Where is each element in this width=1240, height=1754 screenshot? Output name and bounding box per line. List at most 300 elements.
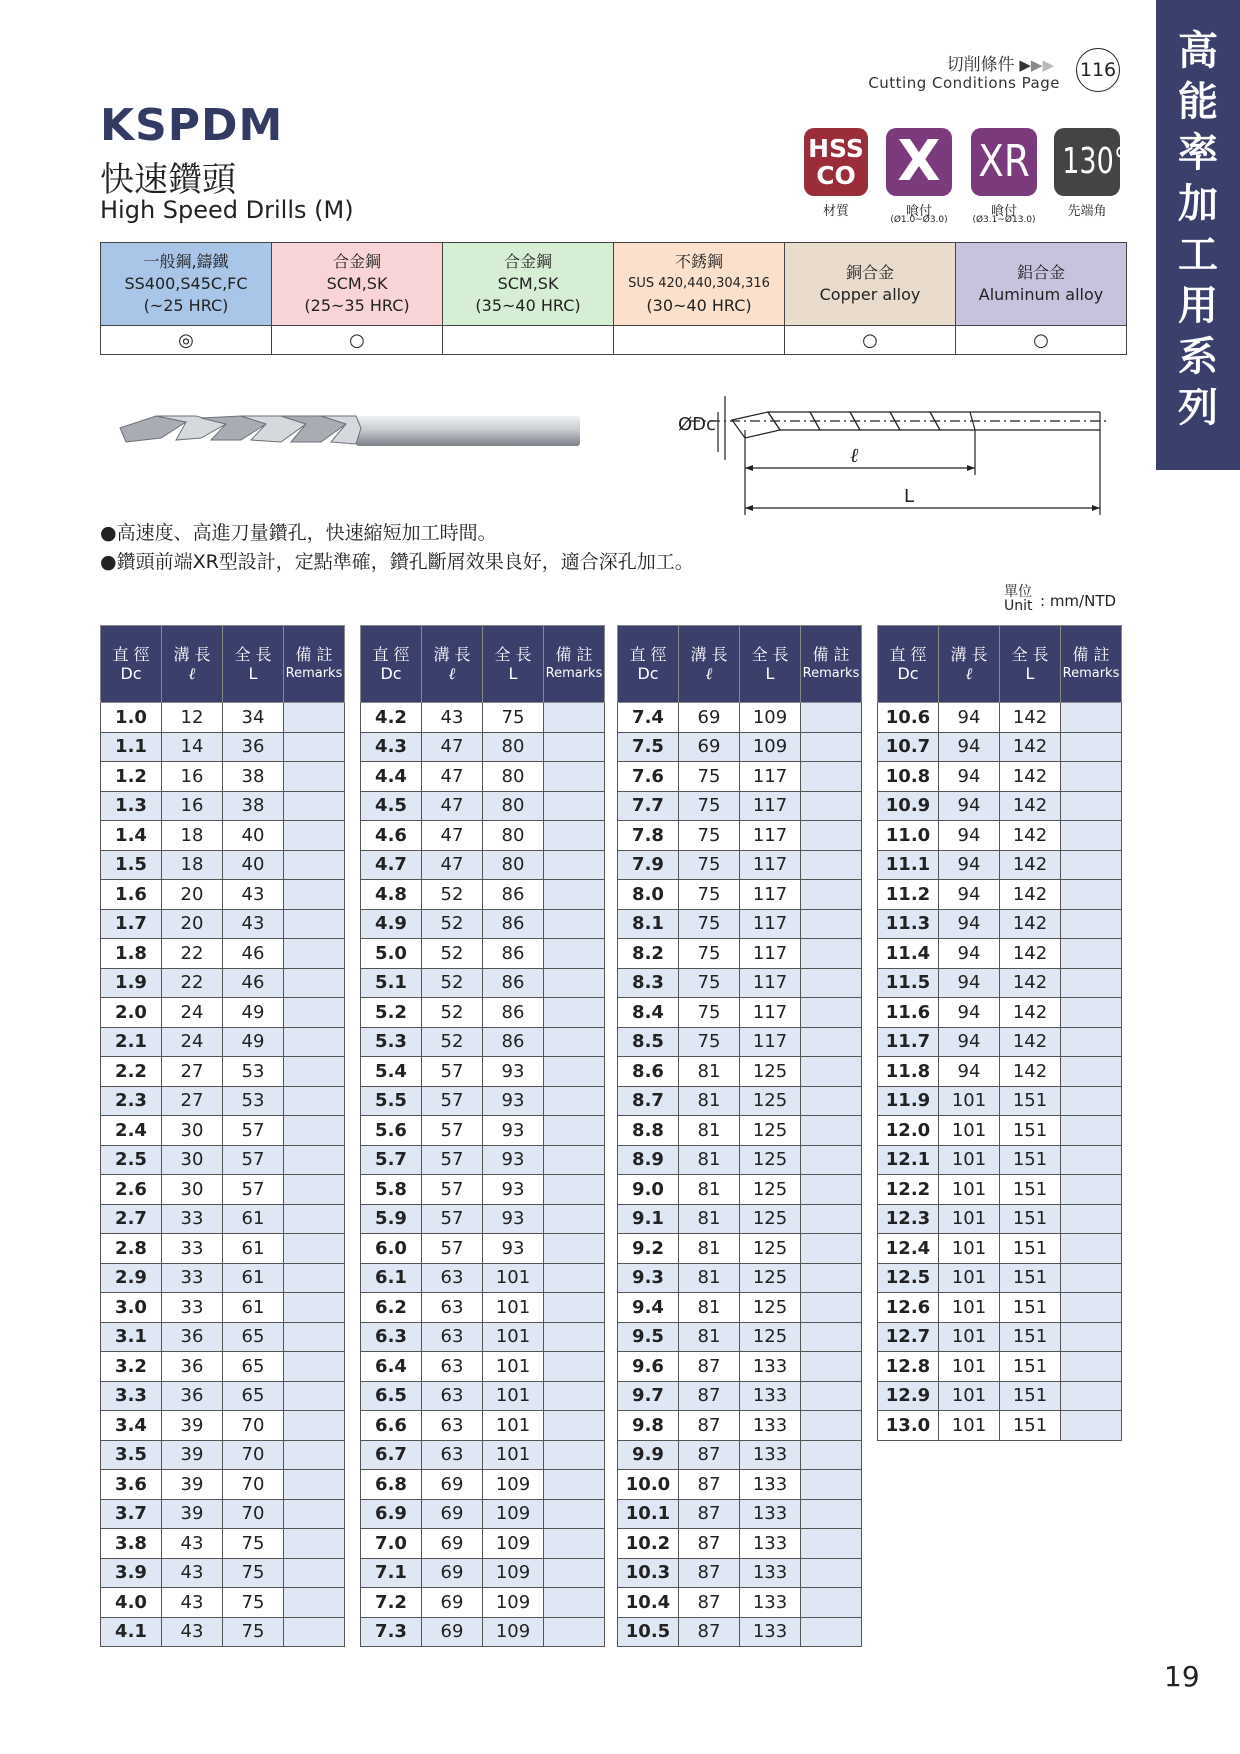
diameter-cell: 6.7 [361, 1440, 422, 1470]
table-row [878, 1175, 1122, 1205]
diameter-cell: 12.3 [878, 1204, 939, 1234]
material-header-cell [443, 243, 614, 326]
material-suitability-mark: ◎ [101, 326, 272, 355]
remarks-cell [284, 762, 345, 792]
flute-length-cell: 33 [162, 1263, 223, 1293]
series-side-text [1156, 0, 1240, 434]
remarks-cell [801, 821, 862, 851]
remarks-cell [801, 1116, 862, 1146]
overall-length-cell: 125 [740, 1057, 801, 1087]
flute-length-cell: 94 [939, 880, 1000, 910]
table-row [101, 1057, 345, 1087]
drill-photo-illustration [116, 408, 586, 454]
overall-length-cell: 86 [483, 880, 544, 910]
overall-length-cell: 49 [223, 998, 284, 1028]
remarks-cell [284, 821, 345, 851]
table-row [618, 1263, 862, 1293]
badge-sub-x: (Ø1.0~Ø3.0) [890, 215, 948, 225]
overall-length-cell: 36 [223, 732, 284, 762]
remarks-cell [544, 1617, 605, 1647]
remarks-cell [801, 1263, 862, 1293]
header-remarks: 備 註 Remarks [801, 626, 862, 703]
table-row [101, 1352, 345, 1382]
overall-length-cell: 125 [740, 1263, 801, 1293]
material-text: SCM,SK [497, 274, 559, 293]
diameter-cell: 3.3 [101, 1381, 162, 1411]
table-row [101, 791, 345, 821]
remarks-cell [544, 821, 605, 851]
remarks-cell [801, 1499, 862, 1529]
remarks-cell [801, 703, 862, 733]
page-number: 19 [1164, 1660, 1200, 1693]
table-row [101, 1116, 345, 1146]
flute-length-cell: 63 [422, 1263, 483, 1293]
table-row [618, 909, 862, 939]
overall-length-cell: 142 [1000, 939, 1061, 969]
remarks-cell [801, 1027, 862, 1057]
remarks-cell [801, 791, 862, 821]
table-row [618, 703, 862, 733]
flute-length-cell: 47 [422, 791, 483, 821]
remarks-cell [1061, 850, 1122, 880]
flute-length-cell: 94 [939, 762, 1000, 792]
diameter-cell: 1.4 [101, 821, 162, 851]
remarks-cell [801, 909, 862, 939]
overall-length-cell: 133 [740, 1588, 801, 1618]
material-suitability-mark: ○ [272, 326, 443, 355]
table-row [361, 732, 605, 762]
header-length: 全 長 L [223, 626, 284, 703]
overall-length-cell: 117 [740, 821, 801, 851]
overall-length-cell: 151 [1000, 1293, 1061, 1323]
flute-length-cell: 39 [162, 1470, 223, 1500]
table-row [618, 1440, 862, 1470]
remarks-cell [544, 1263, 605, 1293]
overall-length-cell: 142 [1000, 909, 1061, 939]
diameter-cell: 8.1 [618, 909, 679, 939]
diameter-cell: 6.3 [361, 1322, 422, 1352]
diameter-cell: 7.2 [361, 1588, 422, 1618]
side-band-char: 用 [1178, 283, 1218, 329]
overall-length-cell: 133 [740, 1352, 801, 1382]
overall-length-cell: 34 [223, 703, 284, 733]
badge-label-material: 材質 [822, 204, 849, 219]
diameter-cell: 9.7 [618, 1381, 679, 1411]
diameter-cell: 12.2 [878, 1175, 939, 1205]
remarks-cell [801, 1234, 862, 1264]
header-dc: 直 徑 Dc [101, 626, 162, 703]
remarks-cell [544, 1204, 605, 1234]
flute-length-cell: 20 [162, 909, 223, 939]
remarks-cell [544, 791, 605, 821]
table-row [361, 1411, 605, 1441]
table-row [101, 1588, 345, 1618]
product-model: KSPDM [100, 100, 284, 151]
flute-length-cell: 87 [679, 1440, 740, 1470]
table-row [361, 1145, 605, 1175]
diameter-cell: 5.7 [361, 1145, 422, 1175]
table-row [361, 1293, 605, 1323]
overall-length-cell: 49 [223, 1027, 284, 1057]
table-row [618, 1234, 862, 1264]
diameter-cell: 8.3 [618, 968, 679, 998]
overall-length-cell: 133 [740, 1617, 801, 1647]
remarks-cell [801, 1293, 862, 1323]
overall-length-cell: 61 [223, 1263, 284, 1293]
table-header-row [878, 626, 1122, 703]
diameter-cell: 10.3 [618, 1558, 679, 1588]
diameter-cell: 5.2 [361, 998, 422, 1028]
table-row [361, 880, 605, 910]
overall-length-cell: 40 [223, 821, 284, 851]
overall-length-cell: 109 [483, 1499, 544, 1529]
remarks-cell [801, 850, 862, 880]
flute-length-cell: 101 [939, 1234, 1000, 1264]
flute-length-cell: 47 [422, 762, 483, 792]
material-text: 一般鋼,鑄鐵 [143, 252, 229, 271]
remarks-cell [801, 1470, 862, 1500]
flute-length-cell: 75 [679, 968, 740, 998]
table-row [101, 1145, 345, 1175]
diameter-cell: 8.2 [618, 939, 679, 969]
unit-label: 單位 Unit [1004, 584, 1033, 614]
flute-length-cell: 81 [679, 1175, 740, 1205]
table-row [878, 1116, 1122, 1146]
overall-length-cell: 125 [740, 1086, 801, 1116]
overall-length-cell: 93 [483, 1204, 544, 1234]
flute-length-cell: 87 [679, 1411, 740, 1441]
flute-length-cell: 52 [422, 1027, 483, 1057]
cutting-conditions-page-link[interactable]: 116 [1076, 48, 1120, 92]
table-row [101, 1381, 345, 1411]
table-row [878, 998, 1122, 1028]
table-row [618, 880, 862, 910]
flute-length-cell: 43 [422, 703, 483, 733]
x-point-badge: X [886, 128, 952, 196]
flute-length-cell: 87 [679, 1470, 740, 1500]
material-header-cell [272, 243, 443, 326]
table-row [618, 1470, 862, 1500]
remarks-cell [544, 1411, 605, 1441]
product-name-en: High Speed Drills (M) [100, 196, 354, 224]
remarks-cell [284, 939, 345, 969]
material-header-cell [614, 243, 785, 326]
overall-length-cell: 142 [1000, 821, 1061, 851]
flute-length-cell: 81 [679, 1057, 740, 1087]
table-row [101, 1204, 345, 1234]
table-row [361, 1263, 605, 1293]
overall-length-cell: 70 [223, 1470, 284, 1500]
remarks-cell [284, 1440, 345, 1470]
table-row [361, 909, 605, 939]
diameter-cell: 9.4 [618, 1293, 679, 1323]
unit-value: : mm/NTD [1040, 592, 1117, 610]
diameter-cell: 11.2 [878, 880, 939, 910]
flute-length-cell: 101 [939, 1411, 1000, 1441]
header-dc: 直 徑 Dc [618, 626, 679, 703]
side-band-char: 率 [1178, 130, 1218, 176]
remarks-cell [544, 1234, 605, 1264]
overall-length-cell: 142 [1000, 732, 1061, 762]
material-text: Copper alloy [819, 285, 921, 304]
table-row [101, 998, 345, 1028]
overall-length-cell: 133 [740, 1411, 801, 1441]
overall-length-cell: 38 [223, 762, 284, 792]
flute-length-cell: 63 [422, 1440, 483, 1470]
diameter-cell: 6.6 [361, 1411, 422, 1441]
remarks-cell [1061, 939, 1122, 969]
table-row [878, 1086, 1122, 1116]
table-row [101, 1499, 345, 1529]
table-row [618, 1411, 862, 1441]
diameter-cell: 10.5 [618, 1617, 679, 1647]
diameter-cell: 9.8 [618, 1411, 679, 1441]
flute-length-cell: 39 [162, 1499, 223, 1529]
flute-length-cell: 47 [422, 821, 483, 851]
diameter-cell: 2.7 [101, 1204, 162, 1234]
table-row [878, 791, 1122, 821]
table-row [618, 1352, 862, 1382]
hss-co-badge: HSS CO [804, 128, 868, 196]
diameter-cell: 11.9 [878, 1086, 939, 1116]
diameter-cell: 5.0 [361, 939, 422, 969]
flute-length-cell: 87 [679, 1617, 740, 1647]
diameter-cell: 12.8 [878, 1352, 939, 1382]
remarks-cell [1061, 968, 1122, 998]
flute-length-cell: 81 [679, 1234, 740, 1264]
table-row [101, 850, 345, 880]
flute-length-cell: 75 [679, 762, 740, 792]
remarks-cell [284, 850, 345, 880]
table-row [101, 1234, 345, 1264]
remarks-cell [1061, 1175, 1122, 1205]
diameter-cell: 4.9 [361, 909, 422, 939]
flute-length-cell: 81 [679, 1263, 740, 1293]
diameter-cell: 2.2 [101, 1057, 162, 1087]
table-row [101, 909, 345, 939]
flute-length-cell: 33 [162, 1204, 223, 1234]
flute-length-cell: 81 [679, 1322, 740, 1352]
remarks-cell [284, 1588, 345, 1618]
diameter-cell: 3.2 [101, 1352, 162, 1382]
xr-point-badge: XR [971, 128, 1037, 196]
cutting-conditions-en: Cutting Conditions Page [868, 74, 1060, 92]
table-row [361, 762, 605, 792]
remarks-cell [1061, 909, 1122, 939]
header-dc: 直 徑 Dc [361, 626, 422, 703]
table-row [101, 939, 345, 969]
table-row [878, 880, 1122, 910]
diameter-cell: 12.9 [878, 1381, 939, 1411]
diameter-cell: 8.4 [618, 998, 679, 1028]
overall-length-cell: 80 [483, 791, 544, 821]
side-band-char: 列 [1178, 385, 1218, 431]
overall-length-cell: 80 [483, 821, 544, 851]
flute-length-cell: 101 [939, 1175, 1000, 1205]
diameter-cell: 10.2 [618, 1529, 679, 1559]
diameter-cell: 7.7 [618, 791, 679, 821]
table-row [618, 1617, 862, 1647]
flute-length-cell: 69 [422, 1499, 483, 1529]
material-text: (25~35 HRC) [304, 296, 410, 315]
overall-length-cell: 93 [483, 1175, 544, 1205]
flute-length-cell: 24 [162, 1027, 223, 1057]
diameter-cell: 3.8 [101, 1529, 162, 1559]
remarks-cell [544, 1086, 605, 1116]
remarks-cell [801, 1204, 862, 1234]
diameter-cell: 6.2 [361, 1293, 422, 1323]
side-band-char: 加 [1178, 181, 1218, 227]
diameter-cell: 3.4 [101, 1411, 162, 1441]
diameter-cell: 2.3 [101, 1086, 162, 1116]
flute-length-cell: 57 [422, 1057, 483, 1087]
remarks-cell [1061, 1145, 1122, 1175]
table-row [101, 1086, 345, 1116]
badge-label-x: 喰付 [905, 204, 932, 219]
flute-length-cell: 57 [422, 1234, 483, 1264]
table-row [361, 1529, 605, 1559]
table-row [618, 1204, 862, 1234]
flute-length-cell: 69 [422, 1558, 483, 1588]
diameter-cell: 9.1 [618, 1204, 679, 1234]
remarks-cell [801, 1145, 862, 1175]
overall-length-cell: 53 [223, 1086, 284, 1116]
diameter-cell: 2.8 [101, 1234, 162, 1264]
table-row [361, 703, 605, 733]
table-row [618, 1322, 862, 1352]
overall-length-cell: 151 [1000, 1086, 1061, 1116]
overall-length-cell: 142 [1000, 880, 1061, 910]
header-length: 全 長 L [1000, 626, 1061, 703]
diameter-cell: 1.8 [101, 939, 162, 969]
table-row [361, 1617, 605, 1647]
overall-length-cell: 133 [740, 1499, 801, 1529]
flute-length-cell: 43 [162, 1529, 223, 1559]
overall-length-cell: 109 [740, 732, 801, 762]
remarks-cell [801, 1440, 862, 1470]
overall-length-cell: 101 [483, 1263, 544, 1293]
table-row [101, 968, 345, 998]
diameter-cell: 10.1 [618, 1499, 679, 1529]
flute-length-cell: 36 [162, 1352, 223, 1382]
table-row [878, 762, 1122, 792]
overall-length-cell: 86 [483, 909, 544, 939]
diameter-cell: 12.0 [878, 1116, 939, 1146]
diameter-cell: 10.8 [878, 762, 939, 792]
remarks-cell [544, 1470, 605, 1500]
overall-length-cell: 46 [223, 968, 284, 998]
material-text: 合金鋼 [503, 252, 552, 271]
overall-length-cell: 142 [1000, 1057, 1061, 1087]
remarks-cell [284, 1175, 345, 1205]
diameter-cell: 2.6 [101, 1175, 162, 1205]
overall-length-cell: 117 [740, 850, 801, 880]
table-row [878, 1381, 1122, 1411]
overall-length-cell: 86 [483, 998, 544, 1028]
diameter-cell: 11.5 [878, 968, 939, 998]
overall-length-cell: 70 [223, 1411, 284, 1441]
diameter-cell: 8.6 [618, 1057, 679, 1087]
remarks-cell [1061, 1057, 1122, 1087]
diameter-cell: 1.1 [101, 732, 162, 762]
flute-length-cell: 101 [939, 1116, 1000, 1146]
overall-length-cell: 86 [483, 1027, 544, 1057]
flute-length-cell: 16 [162, 762, 223, 792]
diameter-cell: 8.0 [618, 880, 679, 910]
table-row [618, 732, 862, 762]
table-row [361, 1027, 605, 1057]
table-row [101, 1027, 345, 1057]
flute-length-cell: 27 [162, 1057, 223, 1087]
overall-length-cell: 38 [223, 791, 284, 821]
overall-length-label: L [904, 486, 915, 507]
table-row [878, 1411, 1122, 1441]
table-row [618, 1116, 862, 1146]
diameter-cell: 6.0 [361, 1234, 422, 1264]
table-row [878, 1145, 1122, 1175]
overall-length-cell: 80 [483, 732, 544, 762]
material-text: (35~40 HRC) [475, 296, 581, 315]
overall-length-cell: 109 [483, 1617, 544, 1647]
diameter-cell: 6.4 [361, 1352, 422, 1382]
diameter-cell: 3.5 [101, 1440, 162, 1470]
header-flute: 溝 長 ℓ [679, 626, 740, 703]
remarks-cell [284, 791, 345, 821]
overall-length-cell: 61 [223, 1293, 284, 1323]
table-row [361, 939, 605, 969]
remarks-cell [544, 1145, 605, 1175]
flute-length-cell: 101 [939, 1322, 1000, 1352]
overall-length-cell: 75 [223, 1588, 284, 1618]
badge-sub-xr: (Ø3.1~Ø13.0) [972, 215, 1036, 225]
flute-length-cell: 75 [679, 791, 740, 821]
overall-length-cell: 142 [1000, 762, 1061, 792]
remarks-cell [284, 1116, 345, 1146]
overall-length-cell: 61 [223, 1234, 284, 1264]
table-row [618, 1381, 862, 1411]
remarks-cell [1061, 1293, 1122, 1323]
material-text: 不銹鋼 [674, 252, 723, 271]
flute-length-cell: 75 [679, 998, 740, 1028]
remarks-cell [544, 1381, 605, 1411]
material-suitability-mark [443, 326, 614, 355]
overall-length-cell: 142 [1000, 998, 1061, 1028]
diameter-cell: 1.7 [101, 909, 162, 939]
remarks-cell [544, 968, 605, 998]
side-band-char: 能 [1178, 79, 1218, 125]
remarks-cell [544, 1116, 605, 1146]
overall-length-cell: 151 [1000, 1411, 1061, 1441]
remarks-cell [544, 762, 605, 792]
overall-length-cell: 53 [223, 1057, 284, 1087]
table-row [101, 821, 345, 851]
overall-length-cell: 151 [1000, 1381, 1061, 1411]
diameter-cell: 5.3 [361, 1027, 422, 1057]
overall-length-cell: 93 [483, 1116, 544, 1146]
material-text: SCM,SK [326, 274, 388, 293]
header-remarks: 備 註 Remarks [544, 626, 605, 703]
table-row [878, 1057, 1122, 1087]
remarks-cell [1061, 703, 1122, 733]
remarks-cell [284, 1411, 345, 1441]
remarks-cell [544, 1175, 605, 1205]
table-row [878, 732, 1122, 762]
flute-length-cell: 22 [162, 939, 223, 969]
diameter-cell: 10.4 [618, 1588, 679, 1618]
diameter-cell: 12.6 [878, 1293, 939, 1323]
table-row [618, 1086, 862, 1116]
diameter-cell: 5.1 [361, 968, 422, 998]
